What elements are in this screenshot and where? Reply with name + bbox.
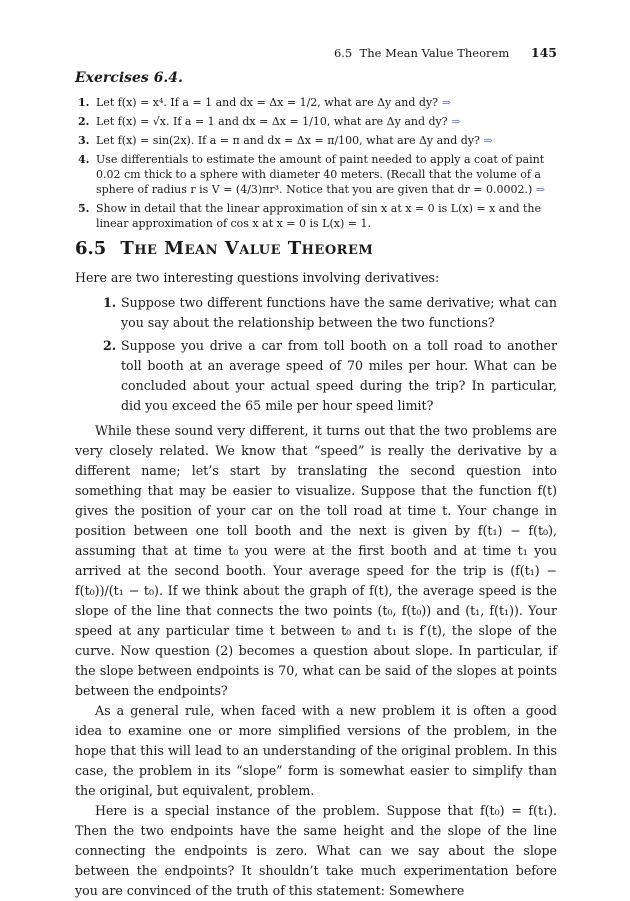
intro-paragraph: Here are two interesting questions involving derivatives: (75, 270, 440, 285)
exercise-answer-arrow-icon[interactable]: ⇒ (451, 115, 461, 128)
question-item: 2. Suppose you drive a car from toll booth on a toll road to another toll booth at an average speed of 70 miles per hour. What can be concluded about your actual speed during the trip? In particular, did you exceed the 65 mile per hour speed limit? (103, 338, 557, 413)
question-item: 1. Suppose two different functions have the same derivative; what can you say about the relationship between the two functions? (103, 295, 557, 330)
exercise-item: 5. Show in detail that the linear approximation of sin x at x = 0 is L(x) = x and the linear approximation of cos x at x = 0 is L(x) = 1. (78, 202, 542, 230)
section-title: The Mean Value Theorem (120, 238, 374, 259)
exercise-item: 3. Let f(x) = sin(2x). If a = π and dx = Δx = π/100, what are Δy and dy? ⇒ (78, 134, 493, 147)
body-paragraph: Here is a special instance of the problem. Suppose that f(t₀) = f(t₁). Then the two endpoints have the same height and the slope of the line connecting the endpoints is zero. What can we say about the slope between the endpoints? It shouldn’t take much experimentation before you are convinced of the truth of this statement: Somewhere (75, 803, 557, 898)
running-head-title: 6.5 The Mean Value Theorem (333, 46, 510, 60)
section-number: 6.5 (75, 238, 107, 259)
exercise-answer-arrow-icon[interactable]: ⇒ (483, 134, 493, 147)
page-number: 145 (530, 45, 557, 60)
exercise-answer-arrow-icon[interactable]: ⇒ (535, 183, 546, 196)
section-body (75, 268, 557, 901)
exercise-list (78, 95, 558, 235)
exercise-item: 2. Let f(x) = √x. If a = 1 and dx = Δx = 1/10, what are Δy and dy? ⇒ (78, 115, 461, 128)
exercises-heading: Exercises 6.4. (75, 70, 183, 86)
question-list (103, 293, 557, 416)
section-heading (75, 238, 373, 259)
exercise-item: 4. Use differentials to estimate the amount of paint needed to apply a coat of paint 0.02 cm thick to a sphere with diameter 40 meters. (Recall that the volume of a sphere of radius r is V = (4/3)πr³. Notice that you are given that dr = 0.0002.) ⇒ (78, 153, 546, 196)
body-paragraph: As a general rule, when faced with a new problem it is often a good idea to examine one or more simplified versions of the problem, in the hope that this will lead to an understanding of the original problem. In this case, the problem in its “slope” form is somewhat easier to simplify than the original, but equivalent, problem. (75, 703, 557, 798)
body-paragraph: While these sound very different, it turns out that the two problems are very closely related. We know that “speed” is really the derivative by a different name; let’s start by translating the second question into something that may be easier to visualize. Suppose that the function f(t) gives the position of your car on the toll road at time t. Your change in position between one toll booth and the next is given by f(t₁) − f(t₀), assuming that at time t₀ you were at the first booth and at time t₁ you arrived at the second booth. Your average speed for the trip is (f(t₁) − f(t₀))/(t₁ − t₀). If we think about the graph of f(t), the average speed is the slope of the line that connects the two points (t₀, f(t₀)) and (t₁, f(t₁)). Your speed at any particular time t between t₀ and t₁ is f′(t), the slope of the curve. Now question (2) becomes a question about slope. In particular, if the slope between endpoints is 70, what can be said of the slopes at points between the endpoints? (75, 423, 557, 698)
exercise-item: 1. Let f(x) = x⁴. If a = 1 and dx = Δx = 1/2, what are Δy and dy? ⇒ (78, 96, 451, 109)
running-head (334, 45, 557, 60)
exercise-answer-arrow-icon[interactable]: ⇒ (441, 96, 451, 109)
